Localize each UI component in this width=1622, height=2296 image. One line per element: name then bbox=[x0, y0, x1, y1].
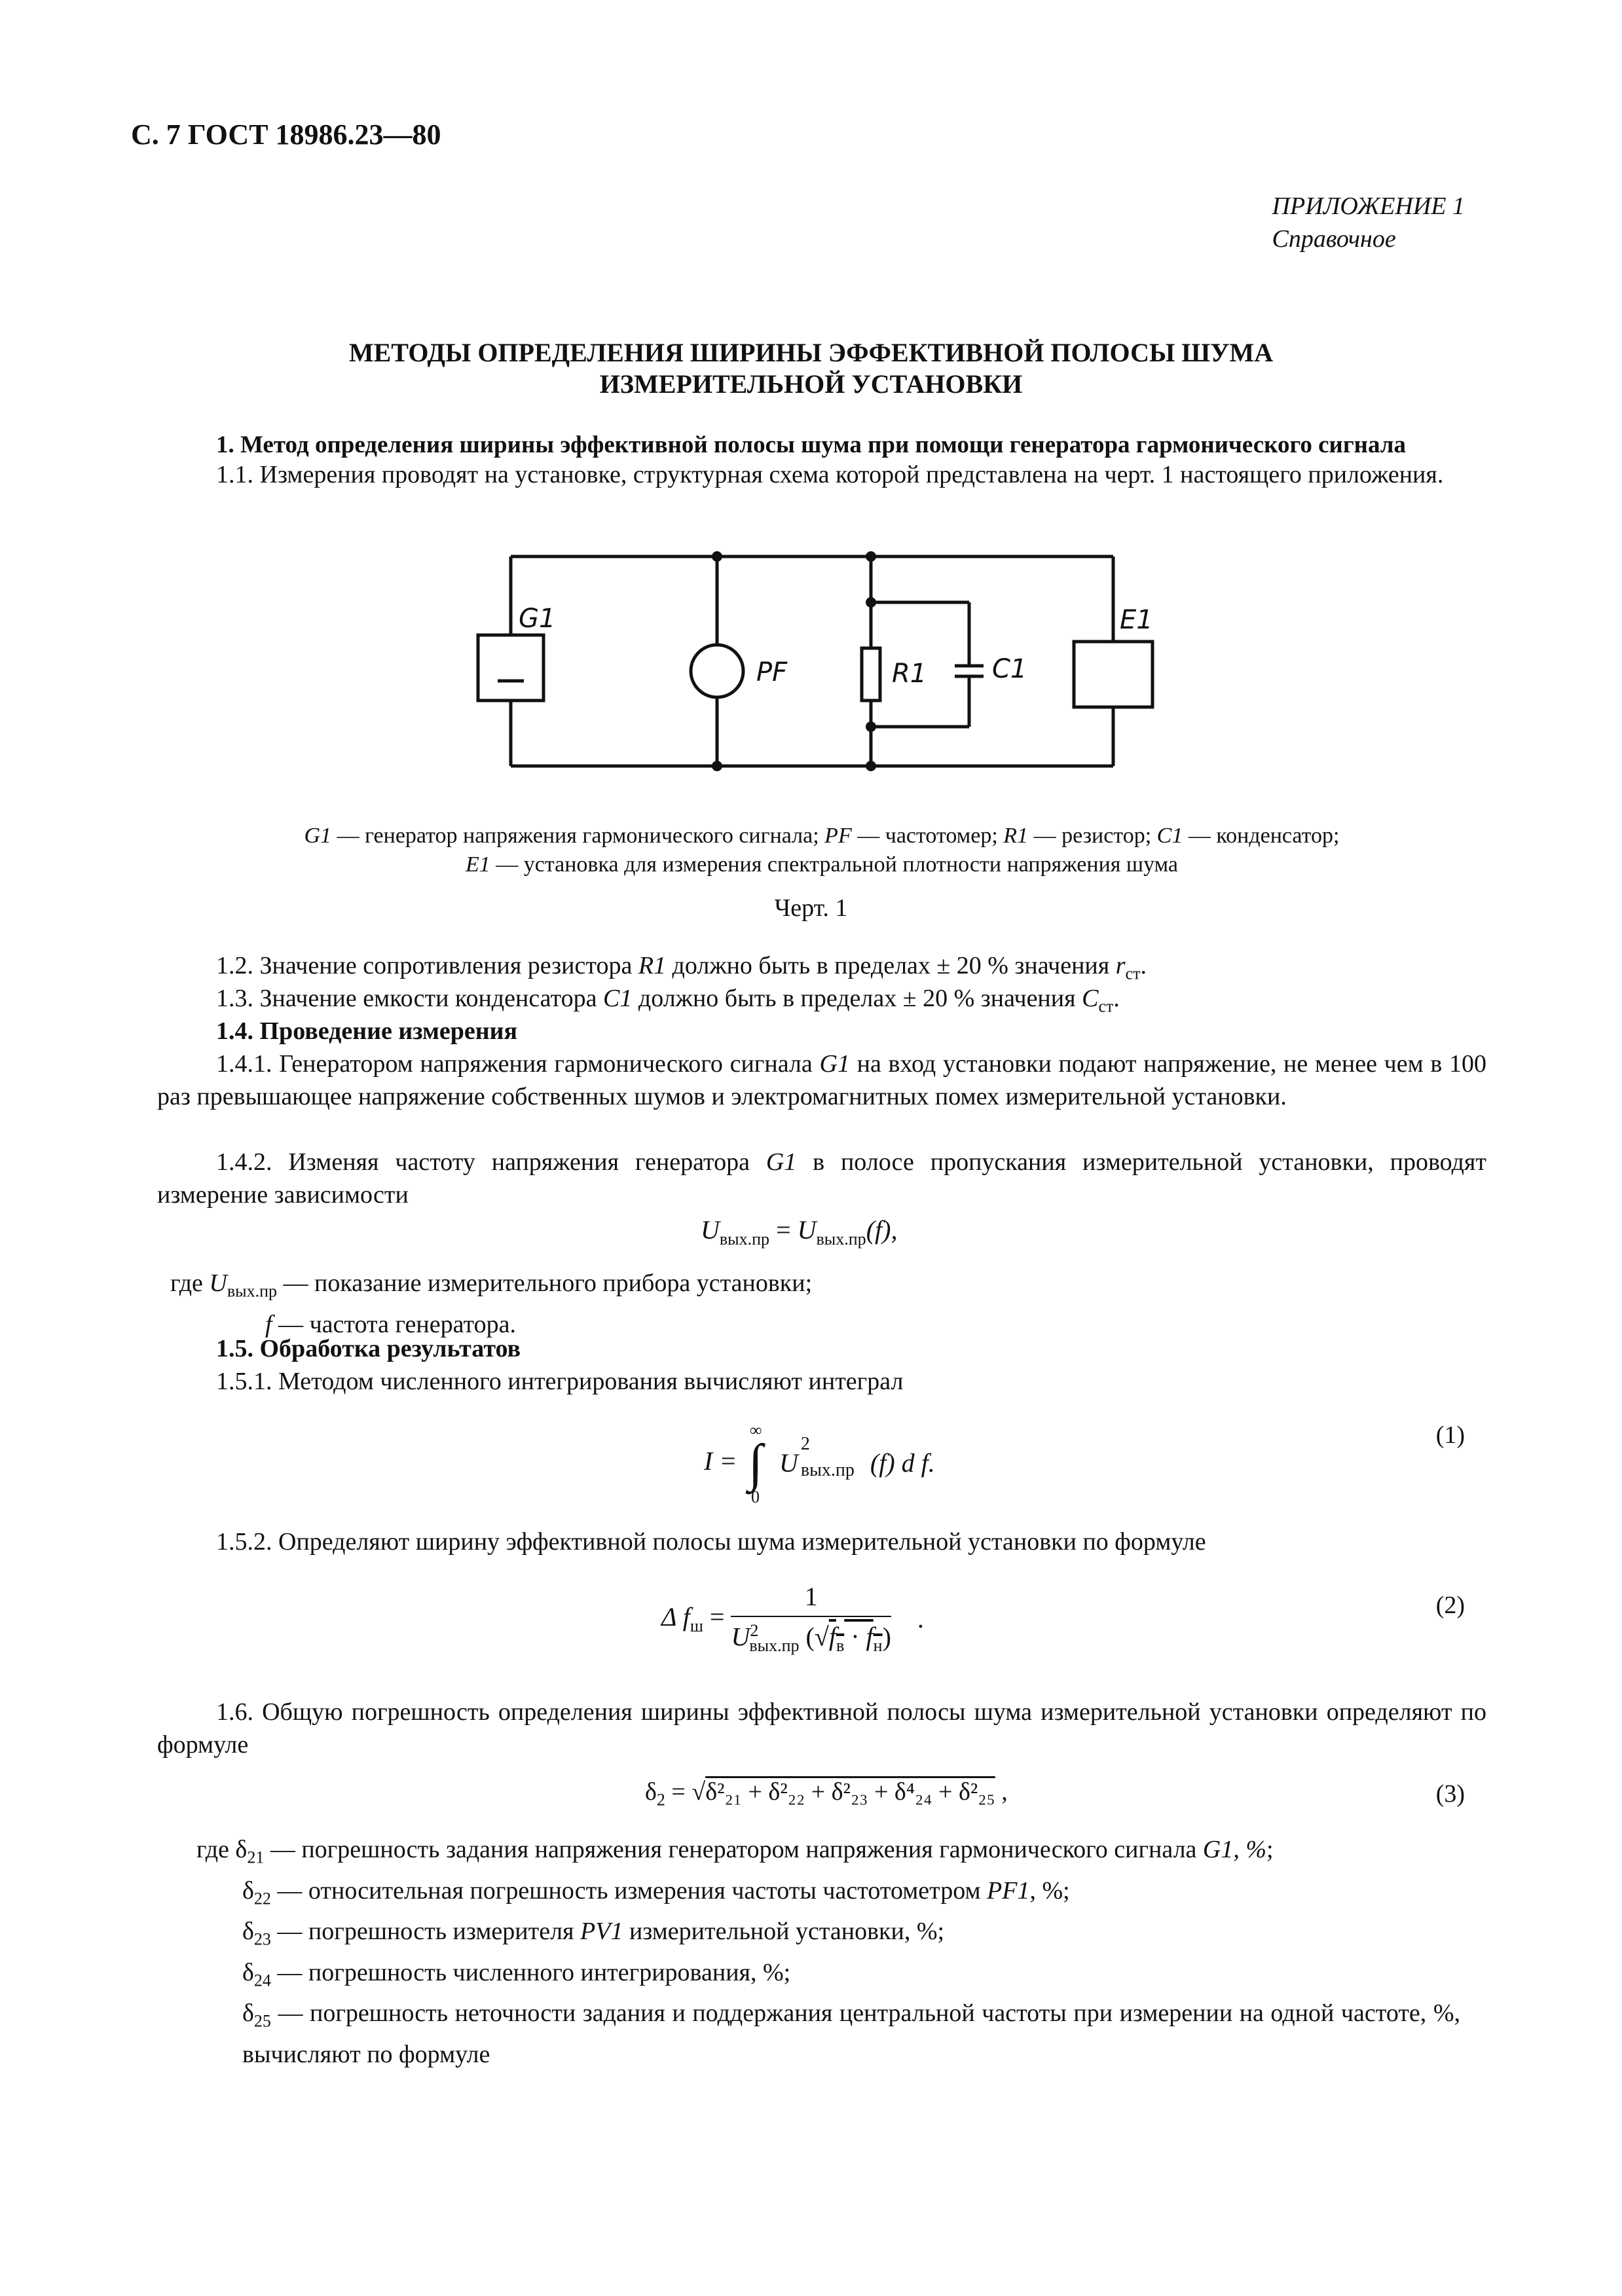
appendix-number: ПРИЛОЖЕНИЕ 1 bbox=[1272, 192, 1465, 220]
e1-measuring-unit-symbol bbox=[1074, 642, 1152, 707]
caption-pf-text: — частотомер; bbox=[851, 824, 1004, 848]
equation-3: $\delta_2 = √\delta^2_{21} + \delta^2_{22} + \delta^2_{23} + \delta^4_{24} + \delta^2_{25}$ , bbox=[645, 1778, 1008, 1810]
label-pf: PF bbox=[756, 657, 788, 687]
appendix-label bbox=[1272, 190, 1465, 255]
paragraph-1-2: 1.2. Значение сопротивления резистора R1 должно быть в пределах ± 20 % значения $r_{ст}$. bbox=[216, 952, 1147, 983]
junction-dot bbox=[712, 761, 722, 771]
eq2-denominator: $U^2_{вых.пр}$ $(√f_в \cdot f_н)$ bbox=[731, 1621, 891, 1656]
figure-label: Черт. 1 bbox=[774, 894, 848, 922]
equation-2: Δ $f_ш$ = $\frac{1}{U^2_{вых.пр} (√f_в \cdot f_н)}$ . bbox=[661, 1582, 924, 1656]
caption-e1: E1 bbox=[465, 852, 490, 877]
def-delta-23: $\delta_{23}$ — погрешность измерителя PV1 измерительной установки, %; bbox=[242, 1918, 945, 1949]
caption-r1-text: — резистор; bbox=[1028, 824, 1157, 848]
paragraph-1-1: 1.1. Измерения проводят на установке, структурная схема которой представлена на черт. 1 настоящего приложения. bbox=[216, 461, 1444, 488]
caption-line-1 bbox=[157, 822, 1486, 850]
eq2-numerator: 1 bbox=[731, 1581, 891, 1617]
caption-e1-text: — установка для измерения спектральной плотности напряжения шума bbox=[490, 852, 1179, 877]
caption-r1: R1 bbox=[1003, 824, 1029, 848]
paragraph-1-4-heading: 1.4. Проведение измерения bbox=[216, 1017, 518, 1045]
eq1-lower-limit: 0 bbox=[751, 1487, 760, 1506]
equation-1-number: (1) bbox=[1435, 1421, 1465, 1449]
figure-caption bbox=[157, 822, 1486, 879]
where-u-line: где $U_{вых.пр}$ — показание измерительного прибора установки; bbox=[170, 1269, 813, 1301]
formula-u-f: $U_{вых.пр} = U_{вых.пр}(f)$, bbox=[701, 1215, 898, 1248]
junction-dot bbox=[866, 597, 876, 608]
where-f-line: f — частота генератора. bbox=[265, 1310, 516, 1338]
equation-1 bbox=[704, 1414, 966, 1512]
section-1-heading: 1. Метод определения ширины эффективной полосы шума при помощи генератора гармонического сигнала bbox=[216, 431, 1407, 458]
caption-c1-text: — конденсатор; bbox=[1183, 824, 1340, 848]
circuit-diagram bbox=[458, 543, 1179, 786]
paragraph-1-5-1: 1.5.1. Методом численного интегрирования вычисляют интеграл bbox=[216, 1368, 904, 1395]
caption-g1: G1 bbox=[304, 824, 332, 848]
where-u bbox=[170, 1267, 812, 1341]
paragraph-1-4-1: 1.4.1. Генератором напряжения гармонического сигнала G1 на вход установки подают напряжение, не менее чем в 100 раз превышающее напряжение собственных шумов и электромагнитных помех измерительной установки. bbox=[157, 1050, 1487, 1110]
def-delta-25: $\delta_{25}$ — погрешность неточности задания и поддержания центральной частоты при измерении на одной частоте, %, вычисляют по формуле bbox=[242, 1999, 1460, 2068]
paragraph-1-3: 1.3. Значение емкости конденсатора C1 должно быть в пределах ± 20 % значения $C_{ст}$. bbox=[216, 985, 1120, 1016]
eq1-upper-limit: ∞ bbox=[750, 1421, 762, 1440]
page-header: С. 7 ГОСТ 18986.23—80 bbox=[131, 118, 441, 151]
title-line-2: ИЗМЕРИТЕЛЬНОЙ УСТАНОВКИ bbox=[599, 369, 1023, 399]
junction-dot bbox=[866, 551, 876, 562]
title-line-1: МЕТОДЫ ОПРЕДЕЛЕНИЯ ШИРИНЫ ЭФФЕКТИВНОЙ ПОЛОСЫ ШУМА bbox=[348, 338, 1274, 367]
def-delta-22: $\delta_{22}$ — относительная погрешность измерения частоты частотометром PF1, %; bbox=[242, 1876, 1070, 1908]
eq2-fraction bbox=[731, 1581, 891, 1656]
g1-generator-symbol bbox=[478, 635, 544, 701]
label-r1: R1 bbox=[892, 659, 927, 689]
caption-c1: C1 bbox=[1156, 824, 1183, 848]
delta-definitions bbox=[196, 1833, 1460, 2071]
document-title bbox=[131, 337, 1491, 400]
pf-frequency-meter-symbol bbox=[691, 645, 743, 697]
paragraph-1-6: 1.6. Общую погрешность определения ширины эффективной полосы шума измерительной установки определяют по формуле bbox=[157, 1698, 1486, 1758]
label-c1: C1 bbox=[992, 654, 1027, 684]
eq1-integrand: U 2 вых.пр (f) d f. bbox=[779, 1434, 935, 1480]
equation-2-number: (2) bbox=[1435, 1592, 1465, 1619]
caption-line-2 bbox=[157, 850, 1486, 879]
def-delta-21: где $\delta_{21}$ — погрешность задания напряжения генератором напряжения гармонического сигнала G1, %; bbox=[196, 1836, 1274, 1867]
r1-resistor-symbol bbox=[862, 648, 880, 701]
eq1-lhs: I = bbox=[704, 1446, 737, 1476]
paragraph-1-5-2: 1.5.2. Определяют ширину эффективной полосы шума измерительной установки по формуле bbox=[216, 1528, 1206, 1556]
label-g1: G1 bbox=[519, 604, 556, 634]
caption-pf: PF bbox=[824, 824, 852, 848]
junction-dot bbox=[866, 761, 876, 771]
paragraph-1-5-heading: 1.5. Обработка результатов bbox=[216, 1335, 521, 1362]
equation-3-number: (3) bbox=[1435, 1780, 1465, 1808]
label-e1: E1 bbox=[1120, 605, 1153, 635]
def-delta-24: $\delta_{24}$ — погрешность численного интегрирования, %; bbox=[242, 1958, 791, 1990]
junction-dot bbox=[712, 551, 722, 562]
appendix-type: Справочное bbox=[1272, 225, 1396, 253]
integral-sign: ∫ bbox=[748, 1434, 763, 1492]
caption-g1-text: — генератор напряжения гармонического сигнала; bbox=[331, 824, 825, 848]
junction-dot bbox=[866, 721, 876, 732]
paragraph-1-4-2: 1.4.2. Изменяя частоту напряжения генератора G1 в полосе пропускания измерительной установки, проводят измерение зависимости bbox=[157, 1148, 1487, 1209]
